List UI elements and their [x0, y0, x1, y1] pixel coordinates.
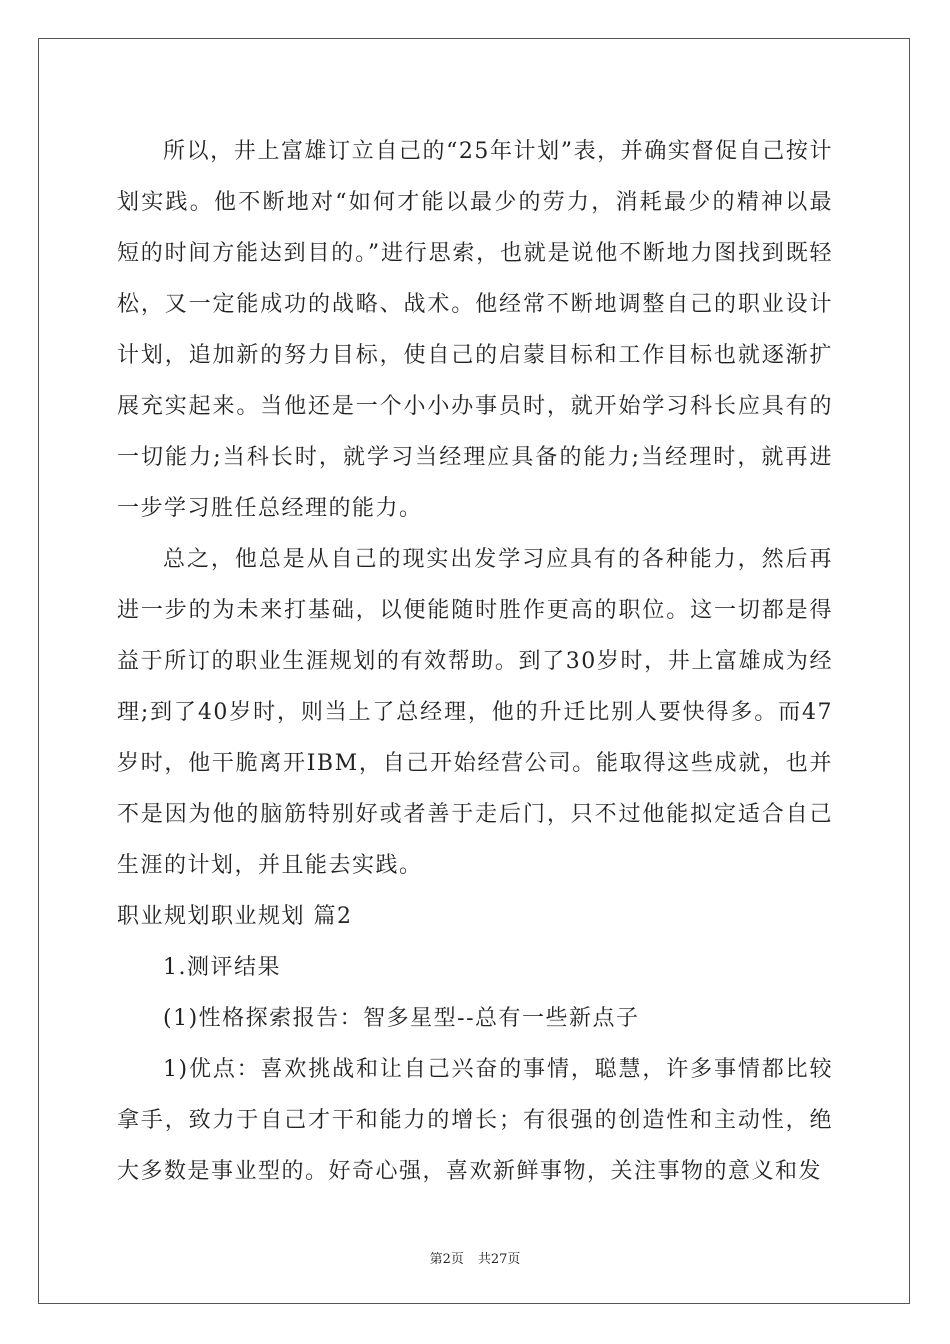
- document-body: [117, 126, 833, 1197]
- page-footer: [0, 1248, 950, 1267]
- subheading-personality-report: (1)性格探索报告：智多星型--总有一些新点子: [163, 1006, 640, 1031]
- section-heading: 职业规划职业规划 篇2: [117, 904, 353, 929]
- paragraph-strengths: 1)优点：喜欢挑战和让自己兴奋的事情，聪慧，许多事情都比较拿手，致力于自己才干和能力的增长；有很强的创造性和主动性，绝大多数是事业型的。好奇心强，喜欢新鲜事物，关注事物的意义和发: [117, 1057, 833, 1184]
- page-number: 第2页: [429, 1252, 464, 1267]
- paragraph-plan-practice: 所以，井上富雄订立自己的“25年计划”表，并确实督促自己按计划实践。他不断地对“如何才能以最少的劳力，消耗最少的精神以最短的时间方能达到目的。”进行思索，也就是说他不断地力图找到既轻松，又一定能成功的战略、战术。他经常不断地调整自己的职业设计计划，追加新的努力目标，使自己的启蒙目标和工作目标也就逐渐扩展充实起来。当他还是一个小小办事员时，就开始学习科长应具有的一切能力;当科长时，就学习当经理应具备的能力;当经理时，就再进一步学习胜任总经理的能力。: [117, 139, 833, 521]
- page-total: 共27页: [477, 1252, 521, 1267]
- paragraph-summary: 总之，他总是从自己的现实出发学习应具有的各种能力，然后再进一步的为未来打基础，以便能随时胜作更高的职位。这一切都是得益于所订的职业生涯规划的有效帮助。到了30岁时，井上富雄成为经理;到了40岁时，则当上了总经理，他的升迁比别人要快得多。而47岁时，他干脆离开IBM，自己开始经营公司。能取得这些成就，也并不是因为他的脑筋特别好或者善于走后门，只不过他能拟定适合自己生涯的计划，并且能去实践。: [117, 547, 833, 878]
- subheading-assessment-results: 1.测评结果: [163, 955, 281, 980]
